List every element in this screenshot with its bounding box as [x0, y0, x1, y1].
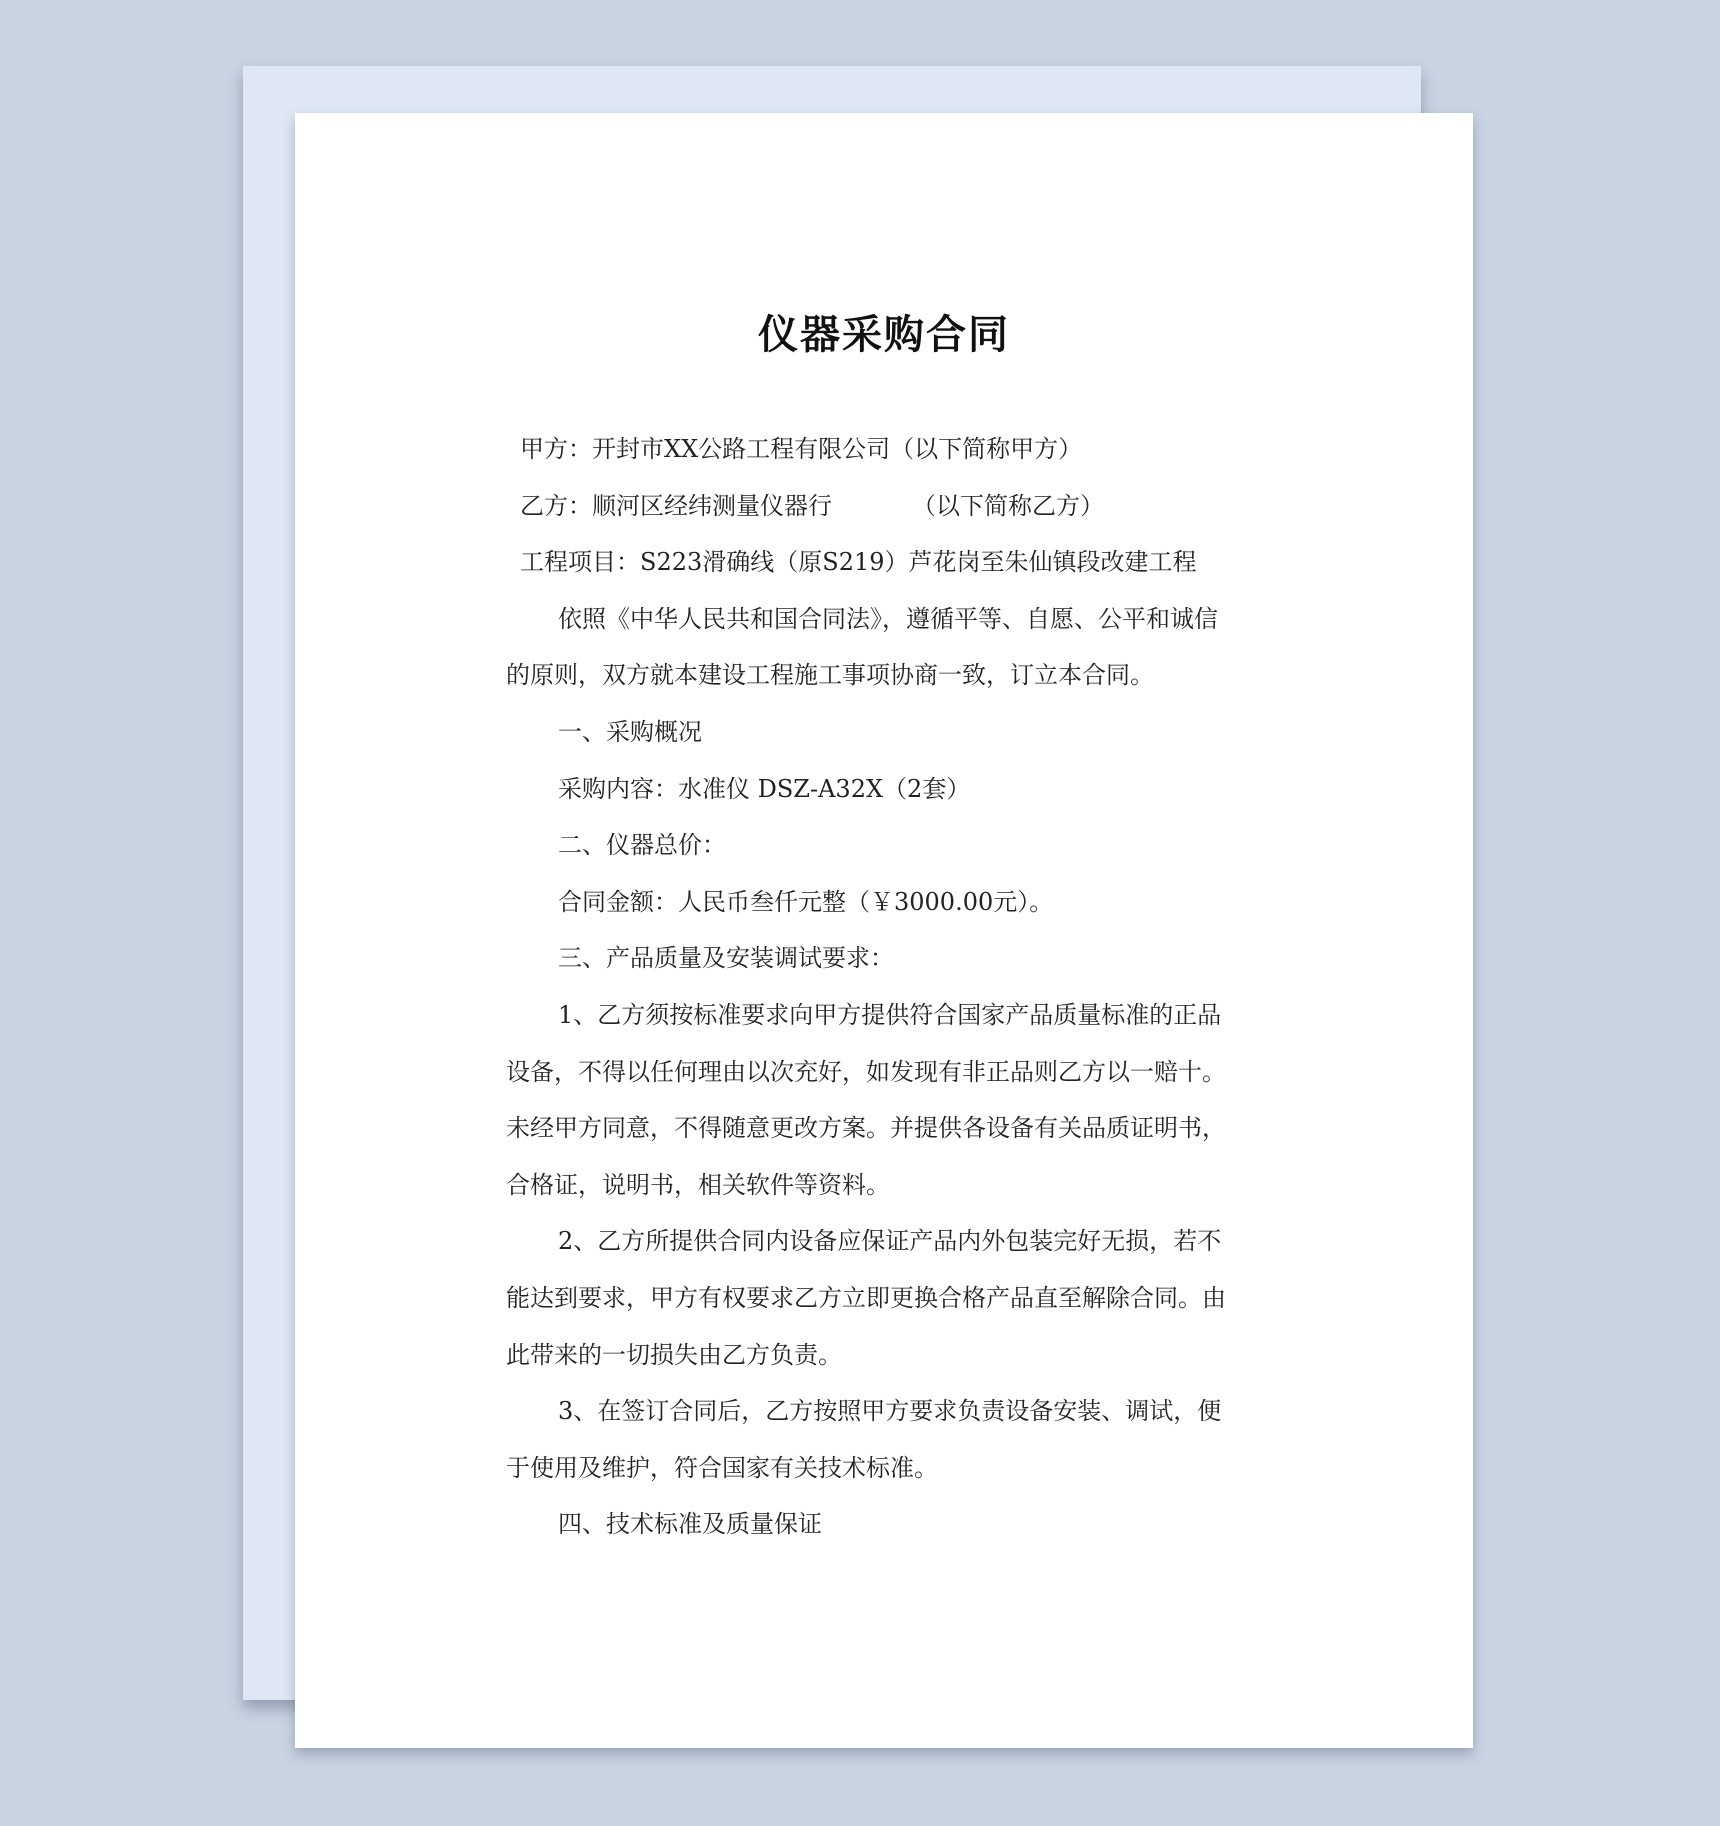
clause-line: 1、乙方须按标准要求向甲方提供符合国家产品质量标准的正品	[558, 1000, 1222, 1029]
document-page	[295, 113, 1473, 1748]
party-b-suffix: （以下简称乙方）	[912, 491, 1104, 520]
clause-line: 未经甲方同意，不得随意更改方案。并提供各设备有关品质证明书，	[506, 1114, 1226, 1143]
section-heading: 二、仪器总价：	[558, 831, 726, 860]
document-body	[506, 421, 1266, 1553]
clause-line: 能达到要求，甲方有权要求乙方立即更换合格产品直至解除合同。由	[506, 1283, 1226, 1312]
party-b-line	[506, 478, 1266, 535]
party-a-line: 甲方：开封市XX公路工程有限公司（以下简称甲方）	[520, 435, 1083, 463]
clause-line: 设备，不得以任何理由以次充好，如发现有非正品则乙方以一赔十。	[506, 1057, 1226, 1086]
clause-line: 合格证，说明书，相关软件等资料。	[506, 1170, 890, 1199]
section-heading: 一、采购概况	[558, 717, 702, 746]
project-line: 工程项目：S223滑确线（原S219）芦花岗至朱仙镇段改建工程	[520, 548, 1197, 577]
clause-line: 于使用及维护，符合国家有关技术标准。	[506, 1453, 938, 1482]
section-heading: 三、产品质量及安装调试要求：	[558, 944, 894, 973]
clause-line: 此带来的一切损失由乙方负责。	[506, 1340, 842, 1369]
clause-line: 3、在签订合同后，乙方按照甲方要求负责设备安装、调试，便	[558, 1397, 1222, 1426]
section-text: 采购内容：水准仪 DSZ-A32X（2套）	[558, 774, 971, 803]
preamble-line: 的原则，双方就本建设工程施工事项协商一致，订立本合同。	[506, 661, 1154, 690]
document-title: 仪器采购合同	[758, 312, 1010, 358]
section-text: 合同金额：人民币叁仟元整（￥3000.00元）。	[558, 887, 1054, 916]
preamble-line: 依照《中华人民共和国合同法》，遵循平等、自愿、公平和诚信	[558, 604, 1218, 633]
party-b-name: 乙方：顺河区经纬测量仪器行	[520, 491, 832, 520]
clause-line: 2、乙方所提供合同内设备应保证产品内外包装完好无损，若不	[558, 1227, 1222, 1256]
section-heading: 四、技术标准及质量保证	[558, 1510, 822, 1539]
